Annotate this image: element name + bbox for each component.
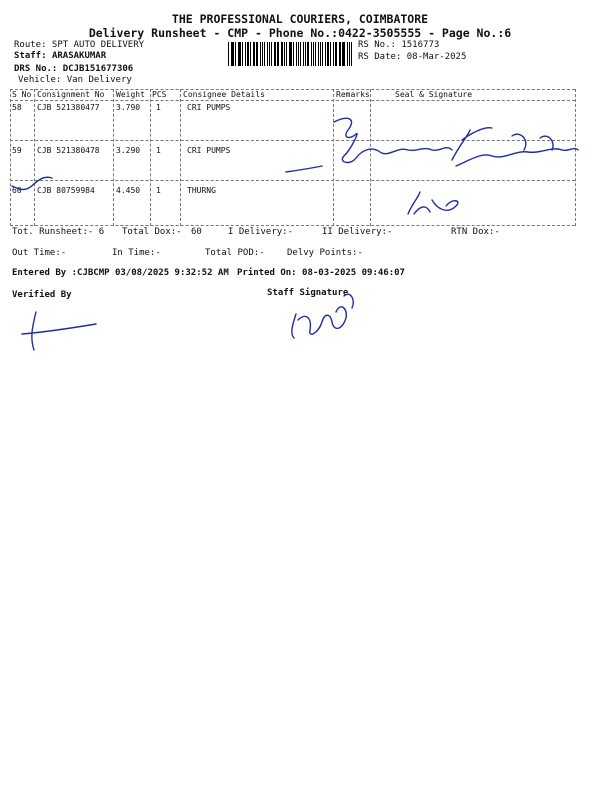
row-tick-mark <box>12 177 52 189</box>
row-consignment: CJB 80759984 <box>37 186 95 195</box>
total-pod: Total POD:- <box>205 248 265 258</box>
runsheet-title: Delivery Runsheet - CMP - Phone No.:0422-3505555 - Page No.:6 <box>88 26 512 40</box>
row-consignee: CRI PUMPS <box>187 146 231 155</box>
tot-runsheet: Tot. Runsheet:- 6 <box>12 227 105 237</box>
row-consignment: CJB 521380478 <box>37 146 100 155</box>
total-dox-value: 60 <box>191 227 202 237</box>
row-sno: 59 <box>12 146 22 155</box>
staff-name: ARASAKUMAR <box>51 51 107 61</box>
route-text: Route: SPT AUTO DELIVERY <box>14 40 145 50</box>
staff-label: Staff: <box>14 51 47 61</box>
rtn-dox: RTN Dox:- <box>451 227 500 237</box>
consignee-signature <box>452 128 578 166</box>
row-pcs: 1 <box>156 186 161 195</box>
col-header-sno: S No <box>12 90 32 99</box>
rs-number: RS No.: 1516773 <box>358 40 440 50</box>
delvy-points: Delvy Points:- <box>287 248 363 258</box>
staff-signature <box>292 294 353 338</box>
row-pcs: 1 <box>156 146 161 155</box>
out-time: Out Time:- <box>12 248 67 258</box>
verified-by-signature <box>22 312 96 350</box>
consignee-signature <box>408 192 458 214</box>
row-sno: 58 <box>12 103 22 112</box>
row-consignee: CRI PUMPS <box>187 103 231 112</box>
row-weight: 4.450 <box>116 186 141 195</box>
row-sno: 60 <box>12 186 22 195</box>
verified-by-label: Verified By <box>12 290 72 300</box>
col-header-consignment: Consignment No <box>37 90 105 99</box>
entered-by: Entered By :CJBCMP 03/08/2025 9:32:52 AM <box>12 268 229 278</box>
row-weight: 3.790 <box>116 103 141 112</box>
consignee-signature <box>512 134 553 150</box>
rs-date: RS Date: 08-Mar-2025 <box>358 52 467 62</box>
col-header-remarks: Remarks <box>336 90 370 99</box>
row-consignment: CJB 521380477 <box>37 103 100 112</box>
consignee-signature <box>334 118 452 162</box>
company-name: THE PROFESSIONAL COURIERS, COIMBATORE <box>171 12 429 26</box>
col-header-consignee: Consignee Details <box>183 90 265 99</box>
consignee-signature <box>286 166 322 172</box>
row-consignee: THURNG <box>187 186 216 195</box>
printed-on: Printed On: 08-03-2025 09:46:07 <box>237 268 405 278</box>
col-header-weight: Weight <box>116 90 145 99</box>
col-header-pcs: PCS <box>152 90 167 99</box>
ii-delivery: II Delivery:- <box>322 227 393 237</box>
vehicle-text: Vehicle: Van Delivery <box>18 75 132 85</box>
drs-number: DRS No.: DCJB151677306 <box>14 64 134 74</box>
in-time: In Time:- <box>112 248 161 258</box>
row-weight: 3.290 <box>116 146 141 155</box>
staff-signature-label: Staff Signature <box>267 288 349 298</box>
i-delivery: I Delivery:- <box>228 227 294 237</box>
col-header-seal-signature: Seal & Signature <box>395 90 473 99</box>
row-pcs: 1 <box>156 103 161 112</box>
total-dox-label: Total Dox:- <box>122 227 182 237</box>
